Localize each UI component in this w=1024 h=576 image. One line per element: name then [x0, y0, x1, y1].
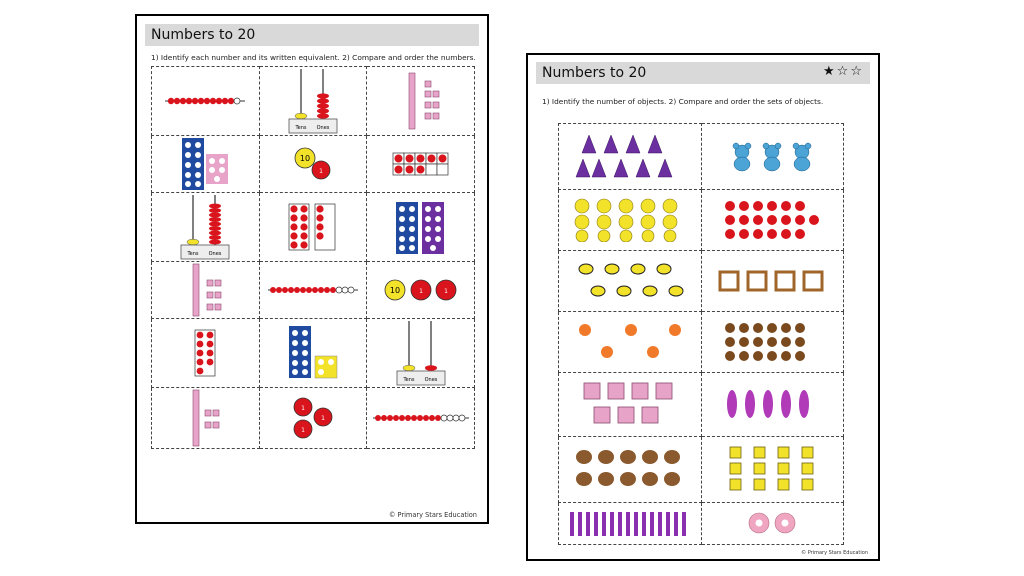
crayon-icon: [568, 508, 692, 538]
square-frame-icon: [717, 269, 827, 293]
cell-bead-string: [152, 67, 260, 136]
cube-icon: [722, 445, 822, 493]
footer-copyright: © Primary Stars Education: [388, 511, 477, 519]
seahorse-icon: [722, 387, 822, 421]
base-ten-image: [401, 71, 441, 131]
cell-cones: [559, 124, 702, 190]
svg-text:Ones: Ones: [208, 251, 222, 257]
cell-ten-frames-vertical: [259, 193, 367, 262]
apple-icon: [722, 198, 822, 242]
counters-image: [383, 277, 459, 303]
cell-ten-frame-vertical: [152, 319, 260, 388]
worksheet-title: Numbers to 20: [145, 24, 479, 46]
worksheet-title-text: Numbers to 20: [542, 65, 647, 81]
numicon-image: [394, 198, 448, 256]
worksheet-instructions: 1) Identify each number and its written equivalent. 2) Compare and order the numbers.: [151, 53, 476, 62]
difficulty-stars-icon: ★☆☆: [823, 64, 864, 79]
worksheet-title: [536, 62, 870, 84]
bead-string-image: [373, 413, 469, 423]
footer-copyright: © Primary Stars Education: [801, 550, 868, 556]
cell-place-value-counters-3: [259, 388, 367, 449]
counters-image: [289, 395, 337, 441]
cell-abacus-2: [152, 193, 260, 262]
cell-abacus-3: [367, 319, 475, 388]
cell-hedgehogs: [559, 436, 702, 502]
worksheet-left: [135, 14, 489, 524]
base-ten-image: [187, 262, 223, 318]
svg-text:1: 1: [321, 415, 325, 422]
cell-star-coins: [559, 190, 702, 251]
cell-ten-frame: [367, 136, 475, 193]
cell-numicon: [152, 136, 260, 193]
hedgehog-icon: [574, 447, 686, 491]
cell-square-frames: [701, 251, 844, 312]
svg-text:1: 1: [301, 427, 305, 434]
cell-crayons: [559, 502, 702, 544]
cell-seahorses: [701, 373, 844, 437]
svg-text:Tens: Tens: [187, 251, 199, 257]
objects-grid: [558, 123, 844, 545]
star-coin-icon: [572, 198, 688, 242]
numicon-image: [287, 324, 339, 382]
abacus-image: [285, 67, 341, 135]
ten-frames-image: [287, 202, 339, 252]
worksheet-right: [526, 53, 880, 561]
svg-text:1: 1: [443, 288, 448, 295]
cell-place-value-counters: [259, 136, 367, 193]
cell-bees: [559, 251, 702, 312]
party-hats-icon: [574, 133, 686, 181]
svg-text:10: 10: [299, 154, 311, 163]
cell-teddy-bears: [701, 124, 844, 190]
numicon-image: [180, 136, 230, 192]
cell-base-ten-2: [152, 262, 260, 319]
ten-frame-image: [193, 328, 217, 378]
svg-text:1: 1: [319, 168, 323, 175]
svg-text:1: 1: [418, 288, 423, 295]
cell-numicon-2: [367, 193, 475, 262]
cell-acorns: [701, 312, 844, 373]
cell-abacus: [259, 67, 367, 136]
cell-base-ten-3: [152, 388, 260, 449]
bead-string-image: [268, 285, 358, 295]
cell-bead-string-3: [367, 388, 475, 449]
svg-text:Tens: Tens: [403, 377, 415, 383]
bee-icon: [574, 259, 686, 303]
cell-bead-string-2: [259, 262, 367, 319]
worksheet-instructions: 1) Identify the number of objects. 2) Compare and order the sets of objects.: [542, 97, 824, 106]
abacus-image: [393, 319, 449, 387]
cell-yellow-cubes: [701, 436, 844, 502]
svg-text:Ones: Ones: [316, 125, 330, 131]
svg-text:1: 1: [301, 405, 305, 412]
tile-icon: [580, 381, 680, 427]
base-ten-image: [187, 388, 223, 448]
cell-donuts: [701, 502, 844, 544]
svg-text:10: 10: [389, 286, 400, 295]
counters-image: [291, 144, 335, 184]
cell-base-ten: [367, 67, 475, 136]
ten-frame-image: [391, 151, 451, 177]
svg-text:Tens: Tens: [295, 125, 307, 131]
question-grid: [151, 66, 475, 449]
bead-string-image: [165, 96, 245, 106]
abacus-image: [177, 193, 233, 261]
donut-icon: [747, 511, 797, 535]
cell-oranges: [559, 312, 702, 373]
svg-text:Ones: Ones: [424, 377, 438, 383]
acorn-icon: [722, 320, 822, 364]
cell-numicon-3: [259, 319, 367, 388]
teddy-bear-icon: [727, 142, 817, 172]
cell-apples: [701, 190, 844, 251]
cell-place-value-counters-2: [367, 262, 475, 319]
cell-pink-tiles: [559, 373, 702, 437]
orange-fruit-icon: [575, 320, 685, 364]
